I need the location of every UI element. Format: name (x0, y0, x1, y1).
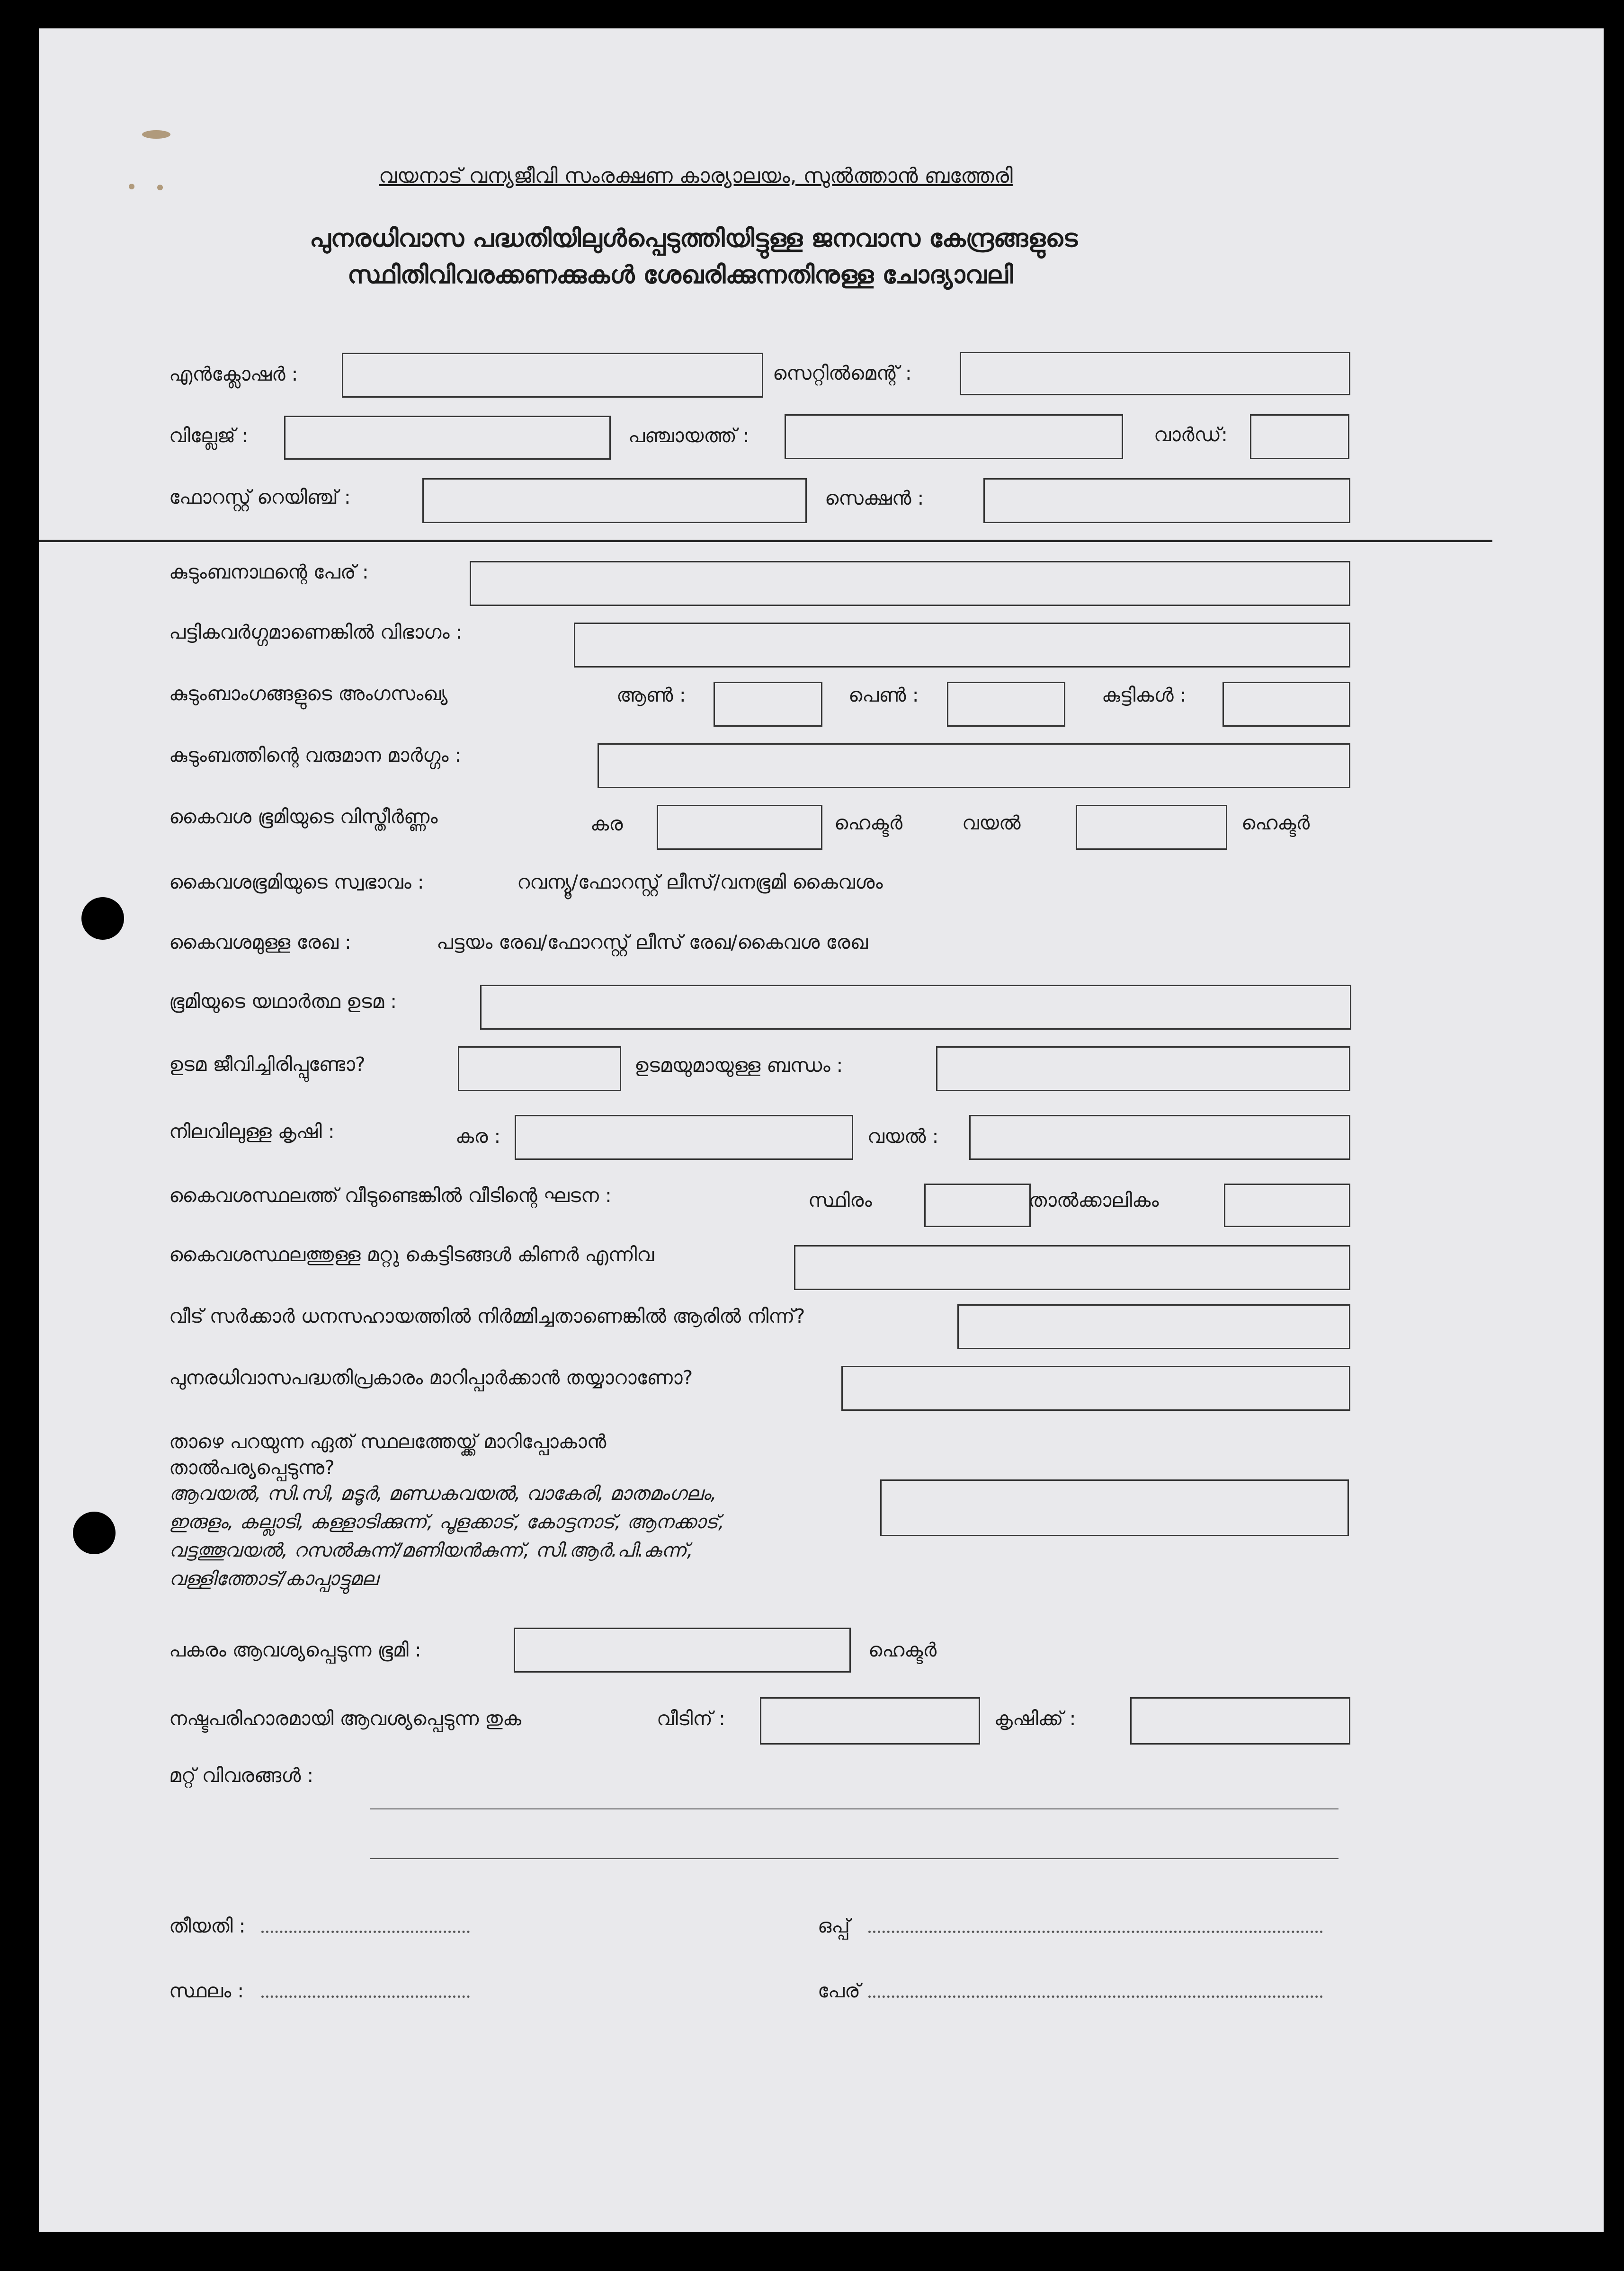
temporary-label: താൽക്കാലികം (1028, 1189, 1159, 1211)
forest-range-input[interactable] (422, 478, 807, 523)
places-list-1: ആവയൽ, സി.സി, മടൂർ, മണ്ഡകവയൽ, വാകേരി, മാതമംഗലം, (169, 1483, 717, 1505)
for-house-label: വീടിന് : (657, 1707, 725, 1730)
st-category-label: പട്ടികവർഗ്ഗമാണെങ്കിൽ വിഭാഗം : (169, 621, 463, 643)
place-line[interactable] (261, 1995, 470, 1998)
kara-area-input[interactable] (657, 805, 822, 850)
ward-input[interactable] (1250, 414, 1349, 459)
settlement-input[interactable] (960, 352, 1350, 395)
relocate-where-input[interactable] (880, 1479, 1349, 1536)
settlement-label: സെറ്റിൽമെന്റ് : (773, 362, 912, 384)
date-label: തീയതി : (169, 1915, 246, 1937)
punch-hole (81, 897, 124, 940)
section-label: സെക്ഷൻ : (825, 487, 924, 509)
owner-alive-label: ഉടമ ജീവിച്ചിരിപ്പുണ്ടോ? (169, 1053, 366, 1076)
compensation-label: നഷ്ടപരിഹാരമായി ആവശ്യപ്പെടുന്ന തുക (169, 1707, 522, 1730)
land-area-label: കൈവശ ഭൂമിയുടെ വിസ്തീർണ്ണം (169, 805, 438, 828)
forest-range-label: ഫോറസ്റ്റ് റെയിഞ്ച് : (169, 486, 351, 508)
for-agri-label: കൃഷിക്ക് : (994, 1707, 1076, 1730)
real-owner-input[interactable] (480, 985, 1351, 1030)
land-needed-label: പകരം ആവശ്യപ്പെടുന്ന ഭൂമി : (169, 1639, 421, 1661)
name-label: പേര് (818, 1979, 861, 2002)
place-label: സ്ഥലം : (169, 1979, 244, 2002)
real-owner-label: ഭൂമിയുടെ യഥാർത്ഥ ഉടമ : (169, 990, 397, 1013)
ready-relocate-label: പുനരധിവാസപദ്ധതിപ്രകാരം മാറിപ്പാർക്കാൻ തയ്യാറാണോ? (169, 1366, 693, 1389)
owner-alive-input[interactable] (458, 1046, 621, 1091)
other-buildings-input[interactable] (794, 1245, 1350, 1290)
places-list-4: വള്ളിത്തോട്/കാപ്പാട്ടുമല (169, 1568, 378, 1590)
vayal-area-input[interactable] (1076, 805, 1227, 850)
panchayat-input[interactable] (785, 414, 1123, 459)
paper-stain (157, 185, 163, 190)
paper-stain (129, 184, 134, 189)
section-divider (39, 540, 1492, 542)
children-label: കുട്ടികൾ : (1102, 684, 1187, 706)
relocate-where-label-1: താഴെ പറയുന്ന ഏത് സ്ഥലത്തേയ്ക്ക് മാറിപ്പോകാൻ (169, 1430, 607, 1453)
temporary-input[interactable] (1224, 1184, 1350, 1227)
govt-aid-label: വീട് സർക്കാർ ധനസഹായത്തിൽ നിർമ്മിച്ചതാണെങ്കിൽ ആരിൽ നിന്ന്? (169, 1305, 805, 1327)
relocate-where-label-2: താൽപര്യപ്പെടുന്നു? (169, 1456, 335, 1479)
form-title-line1: പുനരധിവാസ പദ്ധതിയിലുൾപ്പെടുത്തിയിട്ടുള്ള ജനവാസ കേന്ദ്രങ്ങളുടെ (310, 224, 1078, 253)
permanent-label: സ്ഥിരം (808, 1189, 872, 1211)
for-agri-input[interactable] (1130, 1697, 1350, 1745)
land-nature-label: കൈവശഭൂമിയുടെ സ്വഭാവം : (169, 871, 424, 893)
paper-stain (142, 130, 170, 139)
form-page (39, 28, 1604, 2232)
cultivation-label: നിലവിലുള്ള കൃഷി : (169, 1120, 335, 1143)
house-structure-label: കൈവശസ്ഥലത്ത് വീടുണ്ടെങ്കിൽ വീടിന്റെ ഘടന : (169, 1184, 612, 1207)
enclosure-label: എൻക്ലോഷർ : (169, 363, 298, 385)
signature-label: ഒപ്പ് (818, 1915, 850, 1937)
other-buildings-label: കൈവശസ്ഥലത്തുള്ള മറ്റു കെട്ടിടങ്ങൾ കിണർ എന്നിവ (169, 1243, 654, 1266)
cultivation-kara-input[interactable] (515, 1115, 853, 1160)
land-needed-input[interactable] (514, 1628, 851, 1673)
ready-relocate-input[interactable] (841, 1366, 1350, 1411)
members-label: കുടുംബാംഗങ്ങളുടെ അംഗസംഖ്യ (169, 682, 448, 705)
panchayat-label: പഞ്ചായത്ത് : (628, 424, 750, 447)
name-line[interactable] (868, 1995, 1323, 1998)
other-details-line-1[interactable] (370, 1808, 1338, 1809)
signature-line[interactable] (868, 1931, 1323, 1933)
village-input[interactable] (284, 416, 611, 460)
land-needed-hectare: ഹെക്ടർ (868, 1639, 937, 1661)
documents-label: കൈവശമുള്ള രേഖ : (169, 931, 351, 953)
permanent-input[interactable] (924, 1184, 1031, 1227)
enclosure-input[interactable] (342, 353, 763, 398)
other-details-line-2[interactable] (370, 1858, 1338, 1859)
hectare-label: ഹെക്ടർ (834, 811, 903, 834)
head-name-input[interactable] (470, 561, 1350, 606)
land-nature-options: റവന്യൂ/ഫോറസ്റ്റ് ലീസ്/വനഭൂമി കൈവശം (517, 871, 883, 893)
head-name-label: കുടുംബനാഥന്റെ പേര് : (169, 561, 369, 583)
income-label: കുടുംബത്തിന്റെ വരുമാന മാർഗ്ഗം : (169, 744, 462, 766)
cultivation-vayal-input[interactable] (969, 1115, 1350, 1160)
male-label: ആൺ : (616, 684, 686, 706)
punch-hole (73, 1512, 116, 1554)
female-input[interactable] (947, 682, 1065, 727)
section-input[interactable] (983, 478, 1350, 523)
income-input[interactable] (598, 743, 1350, 788)
cultivation-vayal-label: വയൽ : (867, 1125, 939, 1148)
male-input[interactable] (714, 682, 822, 727)
hectare-label-2: ഹെക്ടർ (1241, 811, 1310, 834)
relation-input[interactable] (936, 1046, 1350, 1091)
vayal-label: വയൽ (962, 811, 1021, 834)
office-name: വയനാട് വന്യജീവി സംരക്ഷണ കാര്യാലയം, സുൽത്താൻ ബത്തേരി (379, 164, 1013, 188)
ward-label: വാർഡ്: (1154, 423, 1228, 446)
st-category-input[interactable] (574, 623, 1350, 668)
documents-options: പട്ടയം രേഖ/ഫോറസ്റ്റ് ലീസ് രേഖ/കൈവശ രേഖ (437, 931, 868, 953)
female-label: പെൺ : (848, 684, 919, 706)
other-details-label: മറ്റ് വിവരങ്ങൾ : (169, 1764, 314, 1787)
places-list-3: വട്ടത്തൂവയൽ, റസൽകുന്ന്/മണിയൻകുന്ന്, സി.ആർ.പി.കുന്ന്, (169, 1540, 693, 1561)
village-label: വില്ലേജ് : (169, 424, 248, 447)
places-list-2: ഇരുളം, കല്ലാടി, കള്ളാടിക്കുന്ന്, പൂളക്കാട്, കോട്ടനാട്, ആനക്കാട്, (169, 1511, 724, 1533)
date-line[interactable] (261, 1931, 470, 1933)
kara-label: കര (590, 812, 623, 835)
children-input[interactable] (1222, 682, 1350, 727)
form-title-line2: സ്ഥിതിവിവരക്കണക്കുകൾ ശേഖരിക്കുന്നതിനുള്ള ചോദ്യാവലി (348, 261, 1013, 289)
cultivation-kara-label: കര : (455, 1125, 501, 1148)
for-house-input[interactable] (760, 1697, 980, 1745)
relation-label: ഉടമയുമായുള്ള ബന്ധം : (634, 1054, 843, 1077)
govt-aid-input[interactable] (957, 1304, 1350, 1349)
